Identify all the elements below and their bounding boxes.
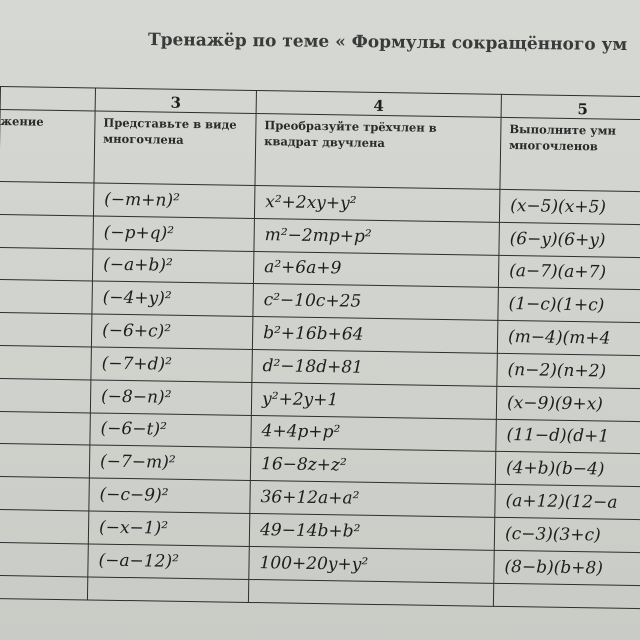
expression-cell: (−m+n)² [93, 183, 254, 218]
expression-cell: y²+2y+1 [251, 382, 496, 419]
expression-cell: (−6−t)² [90, 413, 251, 448]
expression-cell: (a+12)(12−a [495, 485, 640, 520]
column-header-row [0, 110, 640, 192]
expression-cell: d²−18d+81 [252, 349, 497, 386]
column-header: Представьте в виде многочлена [94, 111, 256, 186]
column-number: 4 [256, 91, 501, 118]
expression-cell: m²−2mp+p² [254, 218, 499, 255]
expression-cell: (1−c)(1+c) [498, 288, 640, 323]
expression-cell: (−6+c)² [91, 314, 252, 349]
expression-cell: (c−3)(3+c) [494, 517, 640, 552]
column-header: Преобразуйте трёхчлен в квадрат двучлена [255, 114, 501, 190]
empty-cell [493, 583, 640, 609]
expression-cell: (−4+y)² [92, 281, 253, 316]
expression-cell: (−a−12)² [88, 544, 249, 579]
expression-cell: (6−y)(6+y) [499, 222, 640, 257]
exercise-table-body [0, 87, 640, 609]
expression-cell: (8−b)(b+8) [494, 550, 640, 585]
expression-cell: (−8−n)² [90, 380, 251, 415]
expression-cell: b²+16b+64 [252, 317, 497, 354]
row-lead-cell [0, 477, 89, 511]
row-lead-cell [0, 181, 94, 215]
exercise-table [0, 86, 640, 609]
exercise-table-wrapper [0, 86, 640, 640]
expression-cell: x²+2xy+y² [254, 186, 499, 223]
row-lead-cell [0, 345, 91, 379]
row-lead-cell [0, 542, 88, 576]
expression-cell: (−c−9)² [89, 478, 250, 513]
expression-cell: (−7−m)² [89, 445, 250, 480]
expression-cell: (n−2)(n+2) [497, 353, 640, 388]
expression-cell: (m−4)(m+4 [497, 321, 640, 356]
expression-cell: (−a+b)² [92, 249, 253, 284]
empty-cell [248, 579, 493, 606]
column-number [0, 87, 95, 111]
row-lead-cell [0, 214, 93, 248]
row-lead-cell [0, 378, 91, 412]
expression-cell: 4+4p+p² [251, 415, 496, 452]
expression-cell: (11−d)(d+1 [496, 419, 640, 454]
expression-cell: (4+b)(b−4) [495, 452, 640, 487]
worksheet-title: Тренажёр по теме « Формулы сокращённого ум [147, 30, 628, 56]
column-header: жение [0, 110, 95, 183]
row-lead-cell [0, 313, 92, 347]
column-number: 5 [501, 94, 640, 120]
expression-cell: (−p+q)² [93, 216, 254, 251]
empty-cell [0, 575, 88, 599]
expression-cell: a²+6a+9 [253, 251, 498, 288]
empty-cell [87, 577, 248, 603]
expression-cell: 49−14b+b² [249, 513, 494, 550]
expression-cell: 16−8z+z² [250, 448, 495, 485]
expression-cell: (−7+d)² [91, 347, 252, 382]
expression-cell: (a−7)(a+7) [498, 255, 640, 290]
row-lead-cell [0, 509, 89, 543]
expression-cell: (−x−1)² [88, 511, 249, 546]
expression-cell: 100+20y+y² [249, 546, 494, 583]
column-number: 3 [95, 88, 256, 114]
expression-cell: (x−9)(9+x) [496, 386, 640, 421]
row-lead-cell [0, 280, 92, 314]
expression-cell: 36+12a+a² [250, 481, 495, 518]
expression-cell: c²−10c+25 [253, 284, 498, 321]
row-lead-cell [0, 444, 90, 478]
row-lead-cell [0, 411, 90, 445]
row-lead-cell [0, 247, 93, 281]
column-header: Выполните умн многочленов [500, 117, 640, 192]
expression-cell: (x−5)(x+5) [499, 189, 640, 224]
